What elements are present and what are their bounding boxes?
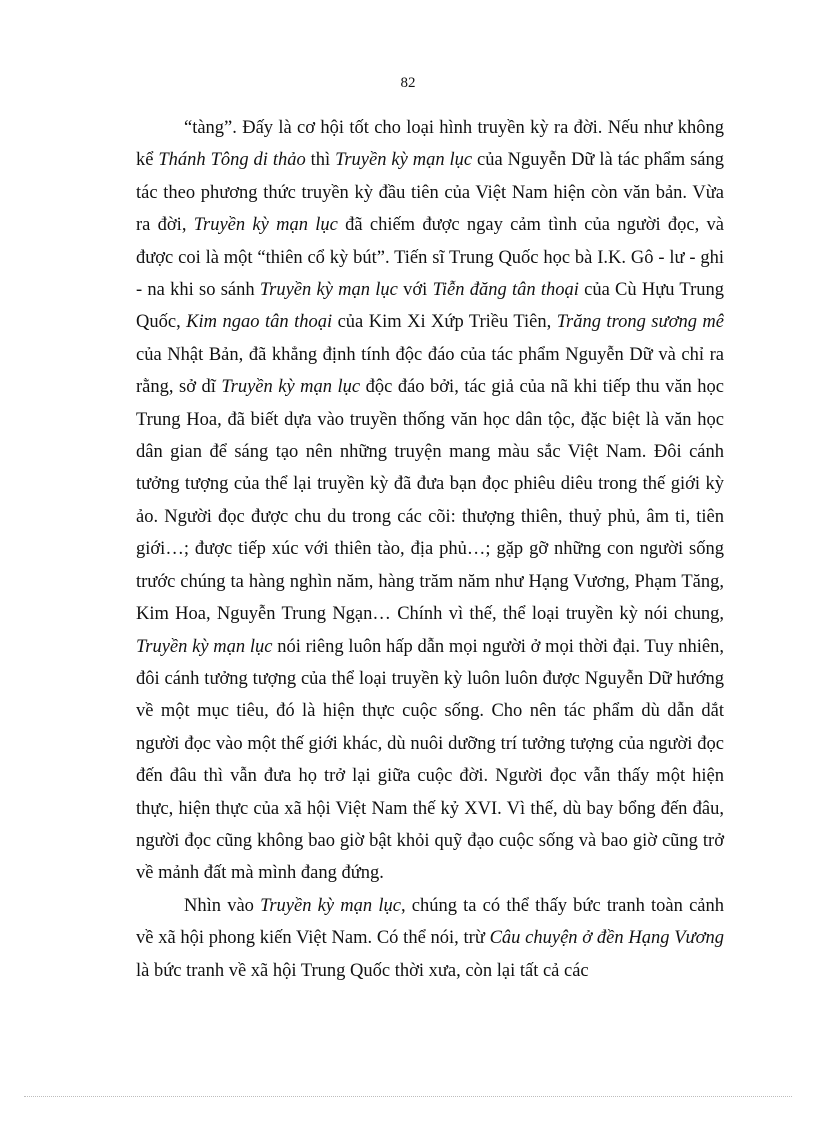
text-run: Nhìn vào bbox=[184, 895, 261, 916]
text-run: với bbox=[397, 280, 433, 301]
text-run: thì bbox=[305, 150, 336, 171]
text-run: nói riêng luôn hấp dẫn mọi người ở mọi thời đại. Tuy nhiên, đôi cánh tưởng tượng của thể loại truyền kỳ luôn luôn được Nguyễn Dữ hướng về một mục tiêu, đó là hiện thực cuộc sống. Cho nên tác phẩm dù dẫn dắt người đọc vào một thế giới khác, dù nuôi dưỡng trí tưởng tượng của người đọc đến đâu thì vẫn đưa họ trở lại giữa cuộc đời. Người đọc vẫn thấy một hiện thực, hiện thực của xã hội Việt Nam thế kỷ XVI. Vì thế, dù bay bổng đến đâu, người đọc cũng không bao giờ bật khỏi quỹ đạo cuộc sống và bao giờ cũng trở về mảnh đất mà mình đang đứng. bbox=[136, 636, 724, 884]
italic-title: Truyền kỳ mạn lục bbox=[335, 150, 473, 171]
text-run: là bức tranh về xã hội Trung Quốc thời xưa, còn lại tất cả các bbox=[136, 960, 589, 981]
paragraph-2 bbox=[136, 890, 724, 987]
footer-dotted-rule bbox=[24, 1096, 792, 1097]
text-run: của Cù Hựu Trung Quốc, bbox=[136, 280, 724, 333]
text-run: đã chiếm được ngay cảm tình của người đọc, và được coi là một “thiên cổ kỳ bút”. Tiến sĩ Trung Quốc học bà I.K. Gô - lư - ghi - na khi so sánh bbox=[136, 215, 725, 301]
text-run: của Nguyễn Dữ là tác phẩm sáng tác theo phương thức truyền kỳ đầu tiên của Việt Nam hiện còn văn bản. Vừa ra đời, bbox=[136, 150, 725, 236]
text-run: , chúng ta có thể thấy bức tranh toàn cảnh về xã hội phong kiến Việt Nam. Có thể nói, trừ bbox=[136, 895, 724, 949]
text-run: của Nhật Bản, đã khẳng định tính độc đáo của tác phẩm Nguyễn Dữ và chỉ ra rằng, sở dĩ bbox=[136, 344, 724, 398]
text-run: độc đáo bởi, tác giả của nã khi tiếp thu văn học Trung Hoa, đã biết dựa vào truyền thống văn học dân tộc, đặc biệt là văn học dân gian để sáng tạo nên những truyện mang màu sắc Việt Nam. Đôi cánh tưởng tượng của thể lại truyền kỳ đã đưa bạn đọc phiêu diêu trong thế giới kỳ ảo. Người đọc được chu du trong các cõi: thượng thiên, thuỷ phủ, âm ti, tiên giới…; được tiếp xúc với thiên tào, địa phủ…; gặp gỡ những con người sống trước chúng ta hàng nghìn năm, hàng trăm năm như Hạng Vương, Phạm Tăng, Kim Hoa, Nguyễn Trung Ngạn… Chính vì thế, thể loại truyền kỳ nói chung, bbox=[136, 377, 725, 625]
italic-title: Truyền kỳ mạn lục bbox=[260, 895, 401, 916]
italic-title: Truyền kỳ mạn lục bbox=[193, 215, 338, 236]
text-run: “tàng”. Đấy là cơ hội tốt cho loại hình truyền kỳ ra đời. Nếu như không kể bbox=[136, 118, 724, 171]
italic-title: Truyền kỳ mạn lục bbox=[136, 636, 273, 657]
body-text bbox=[136, 112, 724, 987]
italic-title: Trăng trong sương mê bbox=[556, 312, 725, 333]
italic-title: Truyền kỳ mạn lục bbox=[221, 377, 361, 398]
paragraph-1 bbox=[136, 112, 724, 890]
italic-title: Tiễn đăng tân thoại bbox=[432, 280, 579, 301]
italic-title: Câu chuyện ở đền Hạng Vương bbox=[489, 928, 724, 949]
page-number: 82 bbox=[400, 75, 416, 91]
text-run: của Kim Xi Xứp Triều Tiên, bbox=[332, 312, 557, 333]
italic-title: Thánh Tông di thảo bbox=[158, 150, 306, 171]
italic-title: Truyền kỳ mạn lục bbox=[259, 280, 398, 301]
italic-title: Kim ngao tân thoại bbox=[186, 312, 333, 333]
